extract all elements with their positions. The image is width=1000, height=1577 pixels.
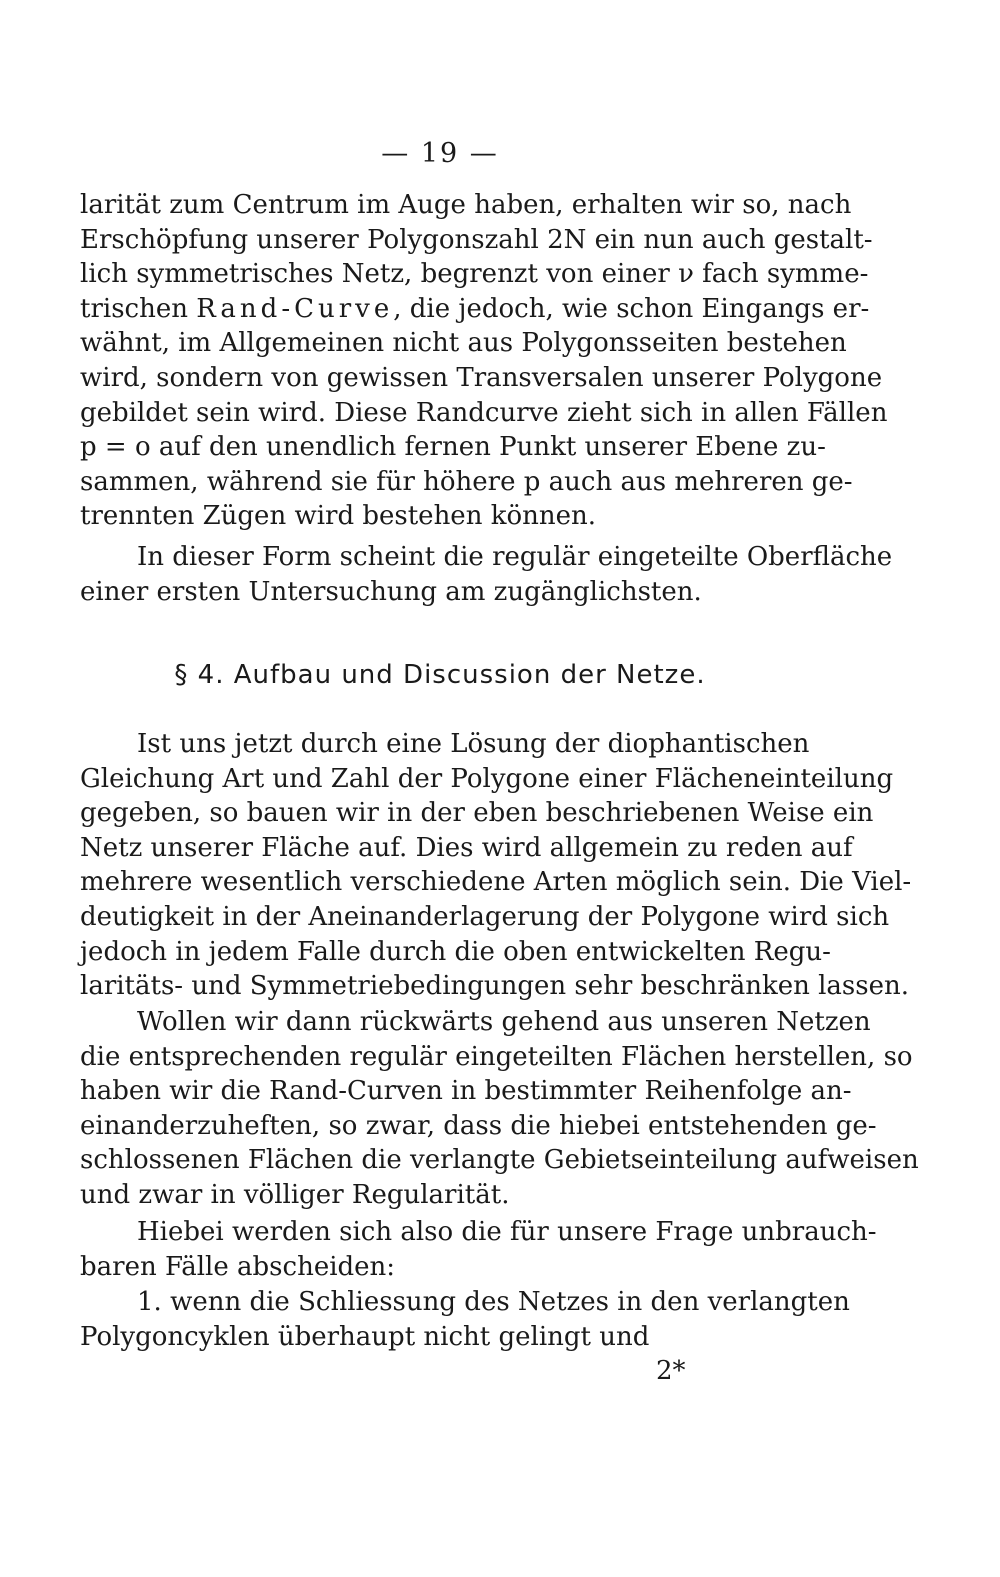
text-line: baren Fälle abscheiden:: [80, 1251, 396, 1282]
paragraph: [80, 1005, 919, 1213]
text-line: Netz unserer Fläche auf. Dies wird allgemein zu reden auf: [80, 832, 853, 863]
text-line: wähnt, im Allgemeinen nicht aus Polygonsseiten bestehen: [80, 328, 847, 359]
text-fragment: , die jedoch, wie schon Eingangs er-: [393, 293, 870, 324]
paragraph-continuation: [80, 188, 888, 534]
text-line: In dieser Form scheint die regulär eingeteilte Oberfläche: [137, 542, 893, 572]
page-number: — 19 —: [381, 138, 499, 169]
signature-mark: 2*: [656, 1356, 686, 1386]
text-line: schlossenen Flächen die verlangte Gebietseinteilung aufweisen: [80, 1145, 919, 1176]
list-item: [80, 1285, 850, 1354]
paragraph: [80, 727, 912, 1004]
text-line: mehrere wesentlich verschiedene Arten möglich sein. Die Viel-: [80, 867, 912, 898]
text-line: die entsprechenden regulär eingeteilten Flächen herstellen, so: [80, 1041, 913, 1072]
text-line: Polygoncyklen überhaupt nicht gelingt und: [80, 1321, 650, 1352]
text-line: und zwar in völliger Regularität.: [80, 1179, 510, 1210]
text-line: jedoch in jedem Falle durch die oben entwickelten Regu-: [80, 936, 831, 967]
text-line: wird, sondern von gewissen Transversalen unserer Polygone: [80, 362, 883, 393]
text-line: Gleichung Art und Zahl der Polygone einer Flächeneinteilung: [80, 763, 894, 794]
text-line: lich symmetrisches Netz, begrenzt von einer ν fach symme-: [80, 259, 869, 290]
text-line: gegeben, so bauen wir in der eben beschriebenen Weise ein: [80, 798, 874, 829]
text-line: 1. wenn die Schliessung des Netzes in den verlangten: [137, 1287, 850, 1317]
text-line-with-spaced-term: [80, 292, 870, 327]
spaced-term: Rand-Curve: [196, 293, 394, 324]
text-line: Ist uns jetzt durch eine Lösung der diophantischen: [137, 729, 810, 759]
section-heading: § 4. Aufbau und Discussion der Netze.: [174, 660, 706, 690]
text-line: Hiebei werden sich also die für unsere Frage unbrauch-: [137, 1217, 877, 1247]
text-line: Erschöpfung unserer Polygonszahl 2N ein nun auch gestalt-: [80, 224, 873, 255]
text-line: deutigkeit in der Aneinanderlagerung der Polygone wird sich: [80, 901, 890, 932]
text-line: einanderzuheften, so zwar, dass die hiebei entstehenden ge-: [80, 1110, 877, 1141]
text-fragment: trischen: [80, 293, 197, 324]
text-line: p = o auf den unendlich fernen Punkt unserer Ebene zu-: [80, 432, 826, 463]
text-line: sammen, während sie für höhere p auch aus mehreren ge-: [80, 466, 853, 497]
text-line: larität zum Centrum im Auge haben, erhalten wir so, nach: [80, 190, 852, 220]
text-line: gebildet sein wird. Diese Randcurve zieht sich in allen Fällen: [80, 397, 888, 428]
paragraph: [80, 1215, 877, 1284]
paragraph: [80, 540, 893, 609]
text-line: Wollen wir dann rückwärts gehend aus unseren Netzen: [137, 1007, 871, 1037]
text-line: haben wir die Rand-Curven in bestimmter Reihenfolge an-: [80, 1076, 852, 1107]
text-line: einer ersten Untersuchung am zugänglichsten.: [80, 576, 702, 607]
text-line: trennten Zügen wird bestehen können.: [80, 501, 597, 532]
text-line: laritäts- und Symmetriebedingungen sehr beschränken lassen.: [80, 971, 910, 1002]
